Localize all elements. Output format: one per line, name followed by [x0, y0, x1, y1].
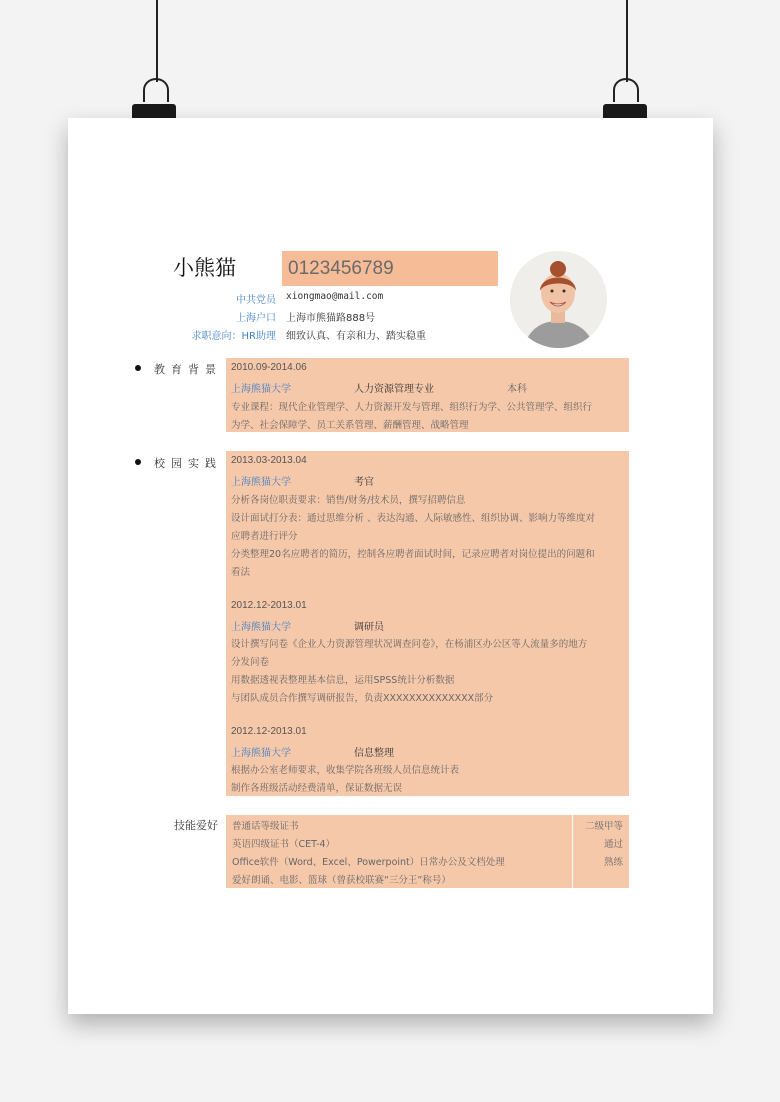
practice-line: 制作各班级活动经费清单，保证数据无误: [231, 783, 403, 794]
skills-title: 技能爱好: [174, 819, 218, 832]
practice-role: 考官: [354, 477, 374, 488]
education-school: 上海熊猫大学: [231, 384, 291, 395]
profile-photo: [510, 251, 607, 348]
practice-line: 用数据透视表整理基本信息，运用SPSS统计分析数据: [231, 675, 455, 686]
skill-level: 通过: [603, 839, 623, 850]
phone-number: 0123456789: [282, 251, 498, 286]
practice-line: 看法: [231, 567, 251, 578]
section-bullet: [135, 459, 141, 465]
education-courses-line-1: 专业课程：现代企业管理学、人力资源开发与管理、组织行为学、公共管理学、组织行: [231, 402, 593, 413]
skill-level: 二级甲等: [584, 821, 623, 832]
skill-name: 爱好朗诵、电影、篮球（曾获校联赛“三分王”称号）: [232, 875, 451, 886]
practice-line: 应聘者进行评分: [231, 531, 298, 542]
hanging-wire: [626, 0, 628, 82]
practice-line: 设计撰写问卷《企业人力资源管理状况调查问卷》，在杨浦区办公区等人流量多的地方: [231, 639, 588, 650]
practice-school: 上海熊猫大学: [231, 622, 291, 633]
hanging-wire: [156, 0, 158, 82]
skills-divider: [572, 815, 573, 888]
practice-line: 分类整理20名应聘者的简历，控制各应聘者面试时间，记录应聘者对岗位提出的问题和: [231, 549, 595, 560]
avatar-icon: [510, 251, 607, 348]
address-value: 上海市熊猫路888号: [286, 313, 376, 324]
skill-level: 熟练: [603, 857, 623, 868]
practice-school: 上海熊猫大学: [231, 748, 291, 759]
practice-title: 校园实践: [154, 457, 222, 470]
education-degree: 本科: [507, 384, 527, 395]
practice-date: 2012.12-2013.01: [231, 726, 307, 737]
practice-block: [226, 451, 629, 796]
practice-date: 2012.12-2013.01: [231, 600, 307, 611]
skill-name: Office软件（Word、Excel、Powerpoint）日常办公及文档处理: [232, 857, 505, 868]
practice-line: 根据办公室老师要求，收集学院各班级人员信息统计表: [231, 765, 460, 776]
email-value[interactable]: xiongmao@mail.com: [286, 291, 384, 302]
practice-school: 上海熊猫大学: [231, 477, 291, 488]
education-courses-line-2: 为学、社会保障学、员工关系管理、薪酬管理、战略管理: [231, 420, 469, 431]
education-date: 2010.09-2014.06: [231, 362, 307, 373]
skill-name: 英语四级证书（CET-4）: [232, 839, 336, 850]
resume-page: [68, 118, 713, 1014]
skill-name: 普通话等级证书: [232, 821, 299, 832]
party-label: 中共党员: [236, 295, 276, 306]
practice-line: 分析各岗位职责要求：销售/财务/技术员，撰写招聘信息: [231, 495, 466, 506]
personality-value: 细致认真、有亲和力、踏实稳重: [286, 331, 426, 342]
practice-role: 调研员: [354, 622, 384, 633]
education-major: 人力资源管理专业: [354, 384, 434, 395]
education-title: 教育背景: [154, 363, 222, 376]
practice-role: 信息整理: [354, 748, 394, 759]
practice-line: 与团队成员合作撰写调研报告，负责XXXXXXXXXXXXXX部分: [231, 693, 494, 704]
practice-line: 分发问卷: [231, 657, 270, 668]
job-intention-label: 求职意向：HR助理: [191, 331, 276, 342]
clip-loop: [143, 78, 169, 102]
applicant-name: 小熊猫: [173, 256, 236, 280]
section-bullet: [135, 365, 141, 371]
practice-line: 设计面试打分表：通过思维分析 、表达沟通、人际敏感性、组织协调、影响力等维度对: [231, 513, 596, 524]
hukou-label: 上海户口: [236, 313, 276, 324]
skills-table: [226, 815, 629, 888]
practice-date: 2013.03-2013.04: [231, 455, 307, 466]
clip-loop: [613, 78, 639, 102]
education-block: [226, 358, 629, 432]
